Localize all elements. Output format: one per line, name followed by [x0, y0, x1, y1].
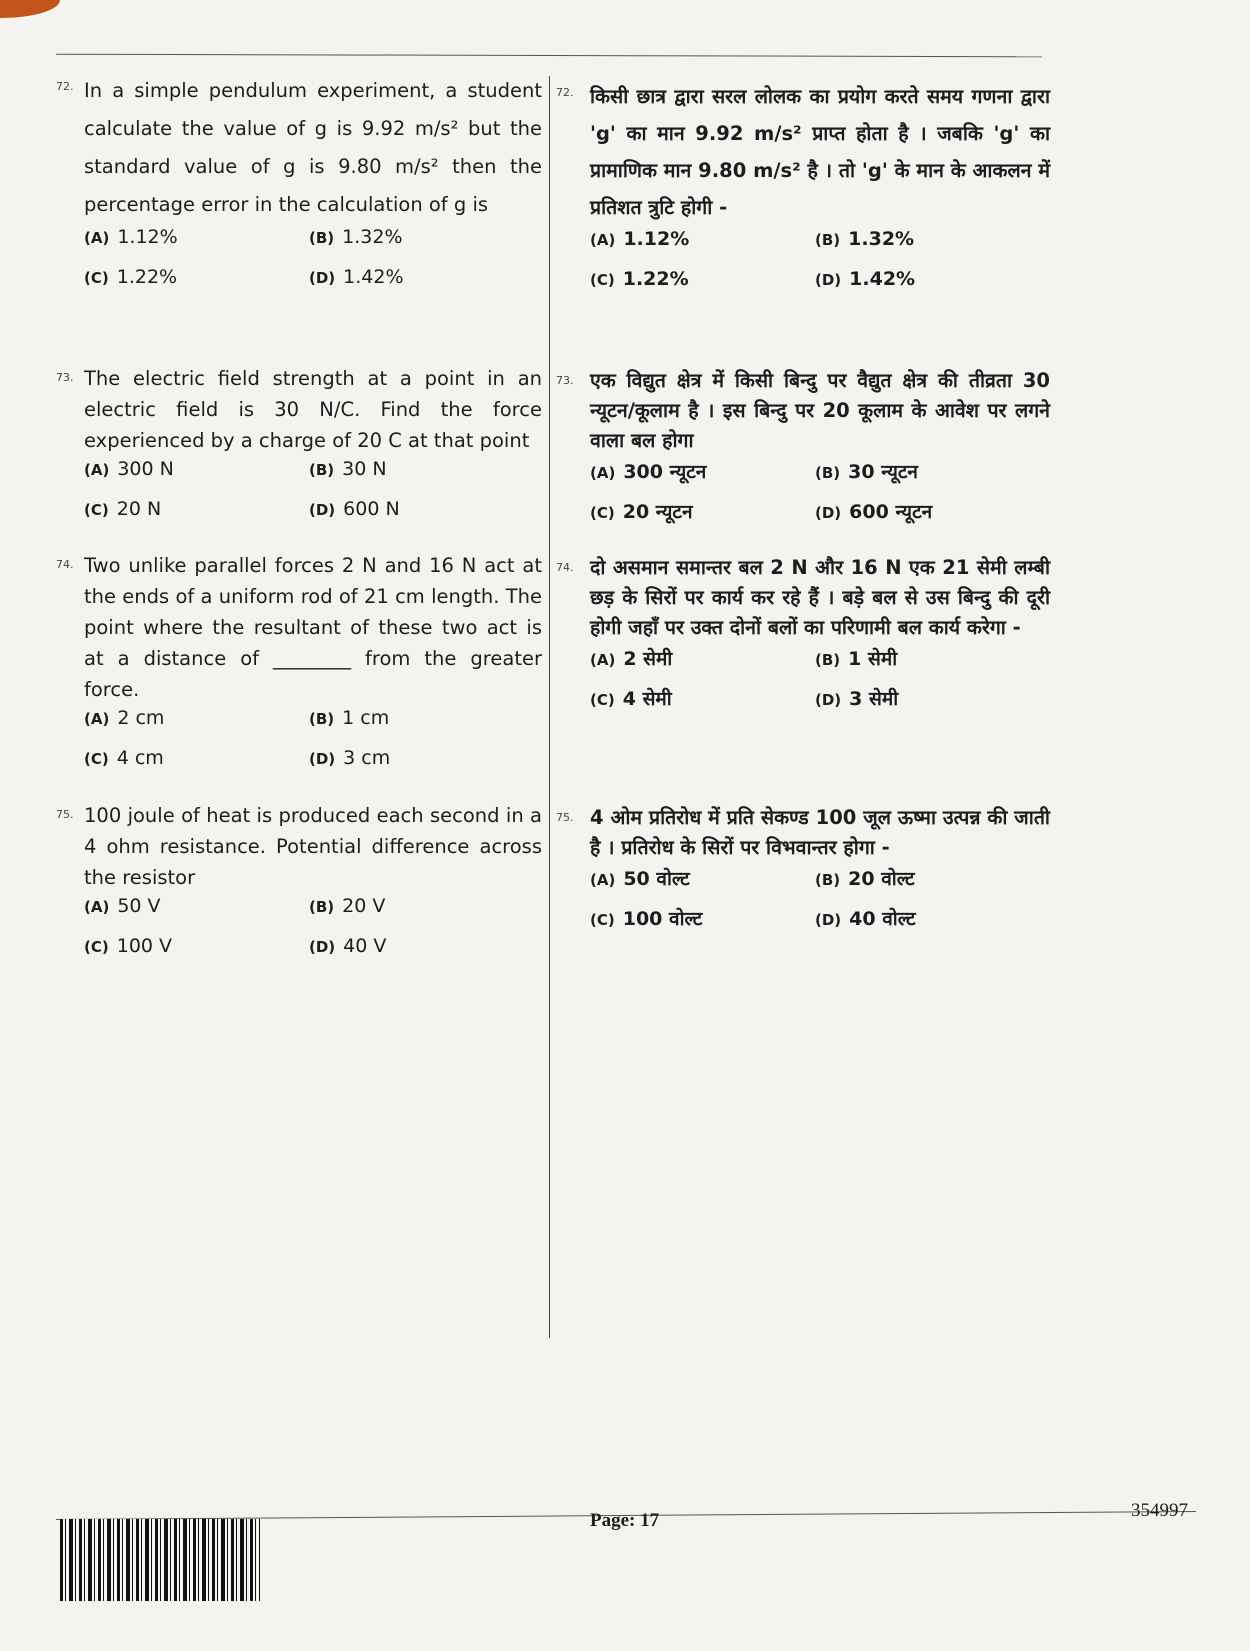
option-c: (C) 1.22% [590, 268, 689, 290]
option-b: (B) 30 N [309, 458, 387, 480]
question-75-en [56, 800, 542, 973]
question-text: एक विद्युत क्षेत्र में किसी बिन्दु पर वैद्युत क्षेत्र की तीव्रता 30 न्यूटन/कूलाम है । इस बिन्दु पर 20 कूलाम के आवेश पर लगने वाला बल होगा [590, 369, 1050, 452]
question-74-hi [556, 553, 1050, 723]
option-a: (A) 2 सेमी [590, 648, 673, 670]
options [84, 226, 542, 304]
question-text: The electric field strength at a point in an electric field is 30 N/C. Find the force experienced by a charge of 20 C at that point [84, 367, 542, 452]
paper-code: 354997 [1131, 1500, 1188, 1521]
option-a: (A) 300 N [84, 458, 174, 480]
question-number: 74. [556, 561, 574, 574]
question-number: 73. [56, 371, 74, 384]
question-number: 75. [56, 808, 74, 821]
option-a: (A) 1.12% [590, 228, 690, 250]
question-number: 75. [556, 811, 574, 824]
option-d: (D) 3 सेमी [815, 688, 899, 710]
option-b: (B) 1 cm [309, 707, 390, 729]
options [84, 707, 542, 785]
question-text: 100 joule of heat is produced each second in a 4 ohm resistance. Potential difference across the resistor [84, 804, 542, 889]
option-a: (A) 300 न्यूटन [590, 461, 707, 483]
question-73-en [56, 363, 542, 536]
question-number: 73. [556, 374, 574, 387]
top-divider [56, 54, 1042, 58]
option-c: (C) 4 सेमी [590, 688, 672, 710]
option-c: (C) 1.22% [84, 266, 178, 288]
question-text: दो असमान समान्तर बल 2 N और 16 N एक 21 सेमी लम्बी छड़ के सिरों पर कार्य कर रहे हैं । बड़े बल से उस बिन्दु की दूरी होगी जहाँ पर उक्त दोनों बलों का परिणामी बल कार्य करेगा - [590, 556, 1050, 639]
option-b: (B) 1 सेमी [815, 648, 898, 670]
question-73-hi [556, 366, 1050, 536]
options [590, 645, 1050, 723]
option-d: (D) 600 न्यूटन [815, 501, 933, 523]
question-text: Two unlike parallel forces 2 N and 16 N act at the ends of a uniform rod of 21 cm length. The point where the resultant of these two act is at a distance of ________ from the greater force. [84, 554, 542, 701]
option-a: (A) 50 V [84, 895, 161, 917]
question-text: 4 ओम प्रतिरोध में प्रति सेकण्ड 100 जूल ऊष्मा उत्पन्न की जाती है । प्रतिरोध के सिरों पर विभवान्तर होगा - [590, 806, 1050, 859]
options [590, 228, 1050, 306]
question-number: 74. [56, 558, 74, 571]
question-75-hi [556, 803, 1050, 943]
option-b: (B) 30 न्यूटन [815, 461, 918, 483]
question-text: In a simple pendulum experiment, a student calculate the value of g is 9.92 m/s² but the standard value of g is 9.80 m/s² then the percentage error in the calculation of g is [84, 79, 542, 216]
option-d: (D) 1.42% [815, 268, 916, 290]
option-d: (D) 1.42% [309, 266, 404, 288]
option-a: (A) 50 वोल्ट [590, 868, 690, 890]
option-b: (B) 20 V [309, 895, 386, 917]
option-d: (D) 40 वोल्ट [815, 908, 916, 930]
option-c: (C) 100 वोल्ट [590, 908, 703, 930]
question-72-hi [556, 78, 1050, 306]
question-72-en [56, 72, 542, 304]
option-d: (D) 40 V [309, 935, 387, 957]
barcode [60, 1519, 260, 1601]
option-a: (A) 2 cm [84, 707, 165, 729]
option-c: (C) 4 cm [84, 747, 164, 769]
column-divider [549, 76, 550, 1338]
page-corner-mark [0, 0, 60, 18]
question-number: 72. [56, 80, 74, 93]
options [590, 458, 1050, 536]
options [84, 895, 542, 973]
option-d: (D) 600 N [309, 498, 400, 520]
question-text: किसी छात्र द्वारा सरल लोलक का प्रयोग करते समय गणना द्वारा 'g' का मान 9.92 m/s² प्राप्त होता है । जबकि 'g' का प्रामाणिक मान 9.80 m/s² है । तो 'g' के मान के आकलन में प्रतिशत त्रुटि होगी - [590, 85, 1050, 219]
question-74-en [56, 550, 542, 785]
question-number: 72. [556, 86, 574, 99]
option-a: (A) 1.12% [84, 226, 178, 248]
option-c: (C) 20 न्यूटन [590, 501, 693, 523]
options [590, 865, 1050, 943]
option-c: (C) 20 N [84, 498, 162, 520]
option-c: (C) 100 V [84, 935, 173, 957]
page-number: Page: 17 [590, 1510, 660, 1531]
option-b: (B) 1.32% [815, 228, 915, 250]
options [84, 458, 542, 536]
option-b: (B) 20 वोल्ट [815, 868, 915, 890]
option-b: (B) 1.32% [309, 226, 403, 248]
option-d: (D) 3 cm [309, 747, 391, 769]
